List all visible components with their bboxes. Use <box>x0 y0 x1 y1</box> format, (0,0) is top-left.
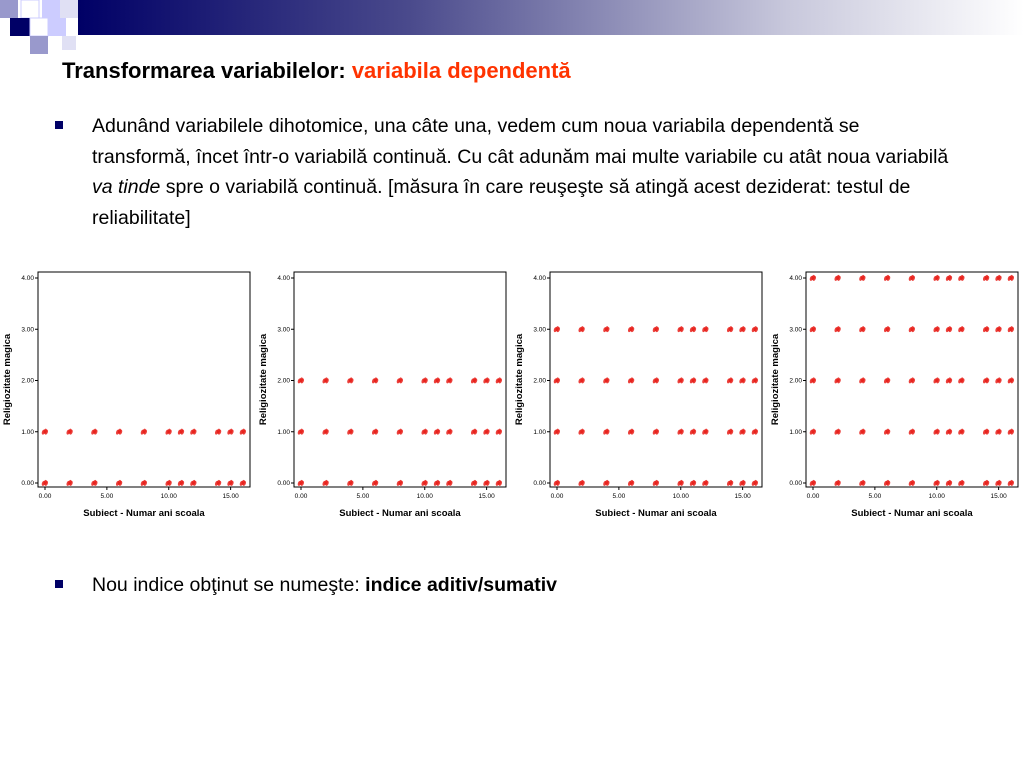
x-tick-label: 0.00 <box>38 493 52 500</box>
title-main: Transformarea variabilelor: <box>62 58 346 83</box>
y-tick-label: 0.00 <box>21 480 34 487</box>
x-tick-label: 15.00 <box>478 493 495 500</box>
scatter-chart-2 <box>256 262 512 527</box>
deco-square <box>21 0 39 18</box>
y-tick-label: 2.00 <box>277 377 290 385</box>
y-tick-label: 2.00 <box>789 377 802 385</box>
y-tick-label: 0.00 <box>533 480 546 487</box>
scatter-chart-3 <box>512 262 768 527</box>
header-gradient-bar <box>78 0 1024 35</box>
bullet-text-normal: Nou indice obţinut se numeşte: <box>92 574 366 596</box>
x-tick-label: 0.00 <box>550 493 564 500</box>
x-tick-label: 5.00 <box>612 493 626 500</box>
x-tick-label: 10.00 <box>672 493 689 500</box>
y-tick-label: 1.00 <box>21 428 34 436</box>
x-tick-label: 10.00 <box>416 493 433 500</box>
x-axis-title: Subiect - Numar ani scoala <box>339 508 461 519</box>
y-tick-label: 4.00 <box>789 275 802 282</box>
bullet-text-part1: Adunând variabilele dihotomice, una câte una, vedem cum noua variabila dependentă se transformă, încet într-o variabilă continuă. Cu cât adunăm mai multe variabile cu atât noua variabilă <box>92 115 949 168</box>
x-axis-title: Subiect - Numar ani scoala <box>595 508 717 519</box>
x-tick-label: 15.00 <box>734 493 751 500</box>
bullet-item-index <box>55 570 955 601</box>
y-axis-title: Religiozitate magica <box>258 333 269 426</box>
bullet-text-part2: spre o variabilă continuă. [măsura în care reuşeşte să atingă acest deziderat: testul de reliabilitate] <box>92 176 911 229</box>
y-tick-label: 3.00 <box>533 326 546 334</box>
bullet-text-italic: va tinde <box>92 176 161 198</box>
y-tick-label: 4.00 <box>21 275 34 282</box>
y-tick-label: 1.00 <box>789 428 802 436</box>
deco-square <box>0 0 18 18</box>
x-tick-label: 5.00 <box>868 493 882 500</box>
deco-square <box>42 0 60 18</box>
y-axis-title: Religiozitate magica <box>2 333 13 426</box>
y-tick-label: 2.00 <box>21 377 34 385</box>
x-tick-label: 10.00 <box>160 493 177 500</box>
y-tick-label: 3.00 <box>789 326 802 334</box>
bullet-text-bold: indice aditiv/sumativ <box>365 574 557 596</box>
deco-square <box>48 18 66 36</box>
y-tick-label: 1.00 <box>277 428 290 436</box>
title-accent: variabila dependentă <box>351 58 571 83</box>
deco-square <box>62 36 76 50</box>
bullet-text <box>92 570 955 601</box>
scatter-chart-4 <box>768 262 1024 527</box>
y-tick-label: 1.00 <box>533 428 546 436</box>
deco-square <box>30 18 48 36</box>
x-tick-label: 10.00 <box>928 493 945 500</box>
x-tick-label: 0.00 <box>806 493 820 500</box>
y-axis-title: Religiozitate magica <box>514 333 525 426</box>
header-decoration <box>0 0 1024 62</box>
y-tick-label: 2.00 <box>533 377 546 385</box>
x-axis-title: Subiect - Numar ani scoala <box>83 508 205 519</box>
y-axis-title: Religiozitate magica <box>770 333 781 426</box>
deco-square <box>30 36 48 54</box>
y-tick-label: 0.00 <box>789 480 802 487</box>
slide-title <box>62 58 571 84</box>
deco-square <box>60 0 78 18</box>
plot-frame <box>38 272 250 487</box>
x-tick-label: 15.00 <box>222 493 239 500</box>
bullet-item-additive <box>55 111 955 233</box>
scatter-chart-1 <box>0 262 256 527</box>
y-tick-label: 0.00 <box>277 480 290 487</box>
bullet-text <box>92 111 955 233</box>
bullet-marker <box>55 580 63 588</box>
deco-square <box>10 18 30 36</box>
y-tick-label: 3.00 <box>21 326 34 334</box>
x-tick-label: 0.00 <box>294 493 308 500</box>
y-tick-label: 4.00 <box>277 275 290 282</box>
y-tick-label: 4.00 <box>533 275 546 282</box>
x-tick-label: 15.00 <box>990 493 1007 500</box>
x-axis-title: Subiect - Numar ani scoala <box>851 508 973 519</box>
bullet-marker <box>55 121 63 129</box>
x-tick-label: 5.00 <box>356 493 370 500</box>
y-tick-label: 3.00 <box>277 326 290 334</box>
x-tick-label: 5.00 <box>100 493 114 500</box>
